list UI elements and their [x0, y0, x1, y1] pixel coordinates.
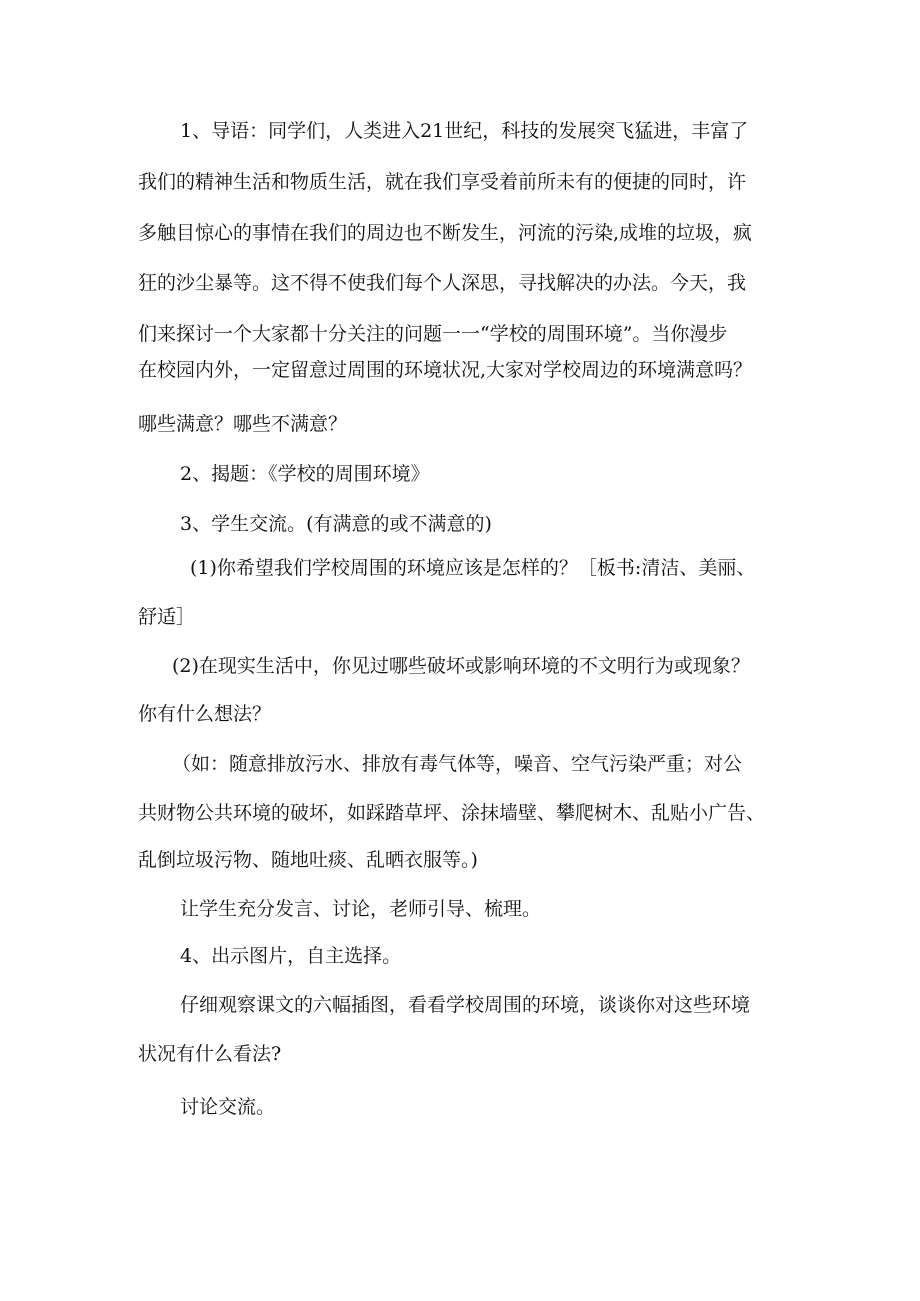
text-line-12: (2)在现实生活中，你见过哪些破坏或影响环境的不文明行为或现象？ [172, 655, 750, 677]
text-line-20: 状况有什么看法? [138, 1043, 282, 1065]
text-line-11: 舒适］ [138, 606, 196, 628]
text-line-6: 在校园内外，一定留意过周围的环境状况,大家对学校周边的环境满意吗？ [138, 359, 753, 381]
text-line-13: 你有什么想法？ [138, 703, 272, 725]
text-line-14: （如：随意排放污水、排放有毒气体等，噪音、空气污染严重；对公 [172, 753, 743, 775]
text-line-9: 3、学生交流。(有满意的或不满意的) [180, 513, 492, 535]
text-line-2: 我们的精神生活和物质生活，就在我们享受着前所未有的便捷的同时，许 [138, 171, 747, 193]
text-line-16: 乱倒垃圾污物、随地吐痰、乱晒衣服等。) [138, 849, 478, 871]
text-line-8: 2、揭题：《学校的周围环境》 [180, 463, 430, 485]
text-line-3: 多触目惊心的事情在我们的周边也不断发生，河流的污染,成堆的垃圾，疯 [138, 222, 753, 244]
text-line-5: 们来探讨一个大家都十分关注的问题一一“学校的周围环境”。当你漫步 [138, 323, 728, 345]
text-line-18: 4、出示图片，自主选择。 [180, 945, 402, 967]
text-line-17: 让学生充分发言、讨论，老师引导、梳理。 [180, 898, 542, 920]
text-line-21: 讨论交流。 [180, 1096, 276, 1118]
text-line-7: 哪些满意？哪些不满意？ [138, 413, 348, 435]
text-line-19: 仔细观察课文的六幅插图，看看学校周围的环境，谈谈你对这些环境 [180, 994, 751, 1016]
text-line-10: (1)你希望我们学校周围的环境应该是怎样的？［板书:清洁、美丽、 [190, 557, 756, 579]
text-line-1: 1、导语：同学们，人类进入21世纪，科技的发展突飞猛进，丰富了 [180, 120, 749, 142]
text-line-15: 共财物公共环境的破坏，如踩踏草坪、涂抹墙壁、攀爬树木、乱贴小广告、 [138, 802, 766, 824]
text-line-4: 狂的沙尘暴等。这不得不使我们每个人深思，寻找解决的办法。今天，我 [138, 272, 747, 294]
